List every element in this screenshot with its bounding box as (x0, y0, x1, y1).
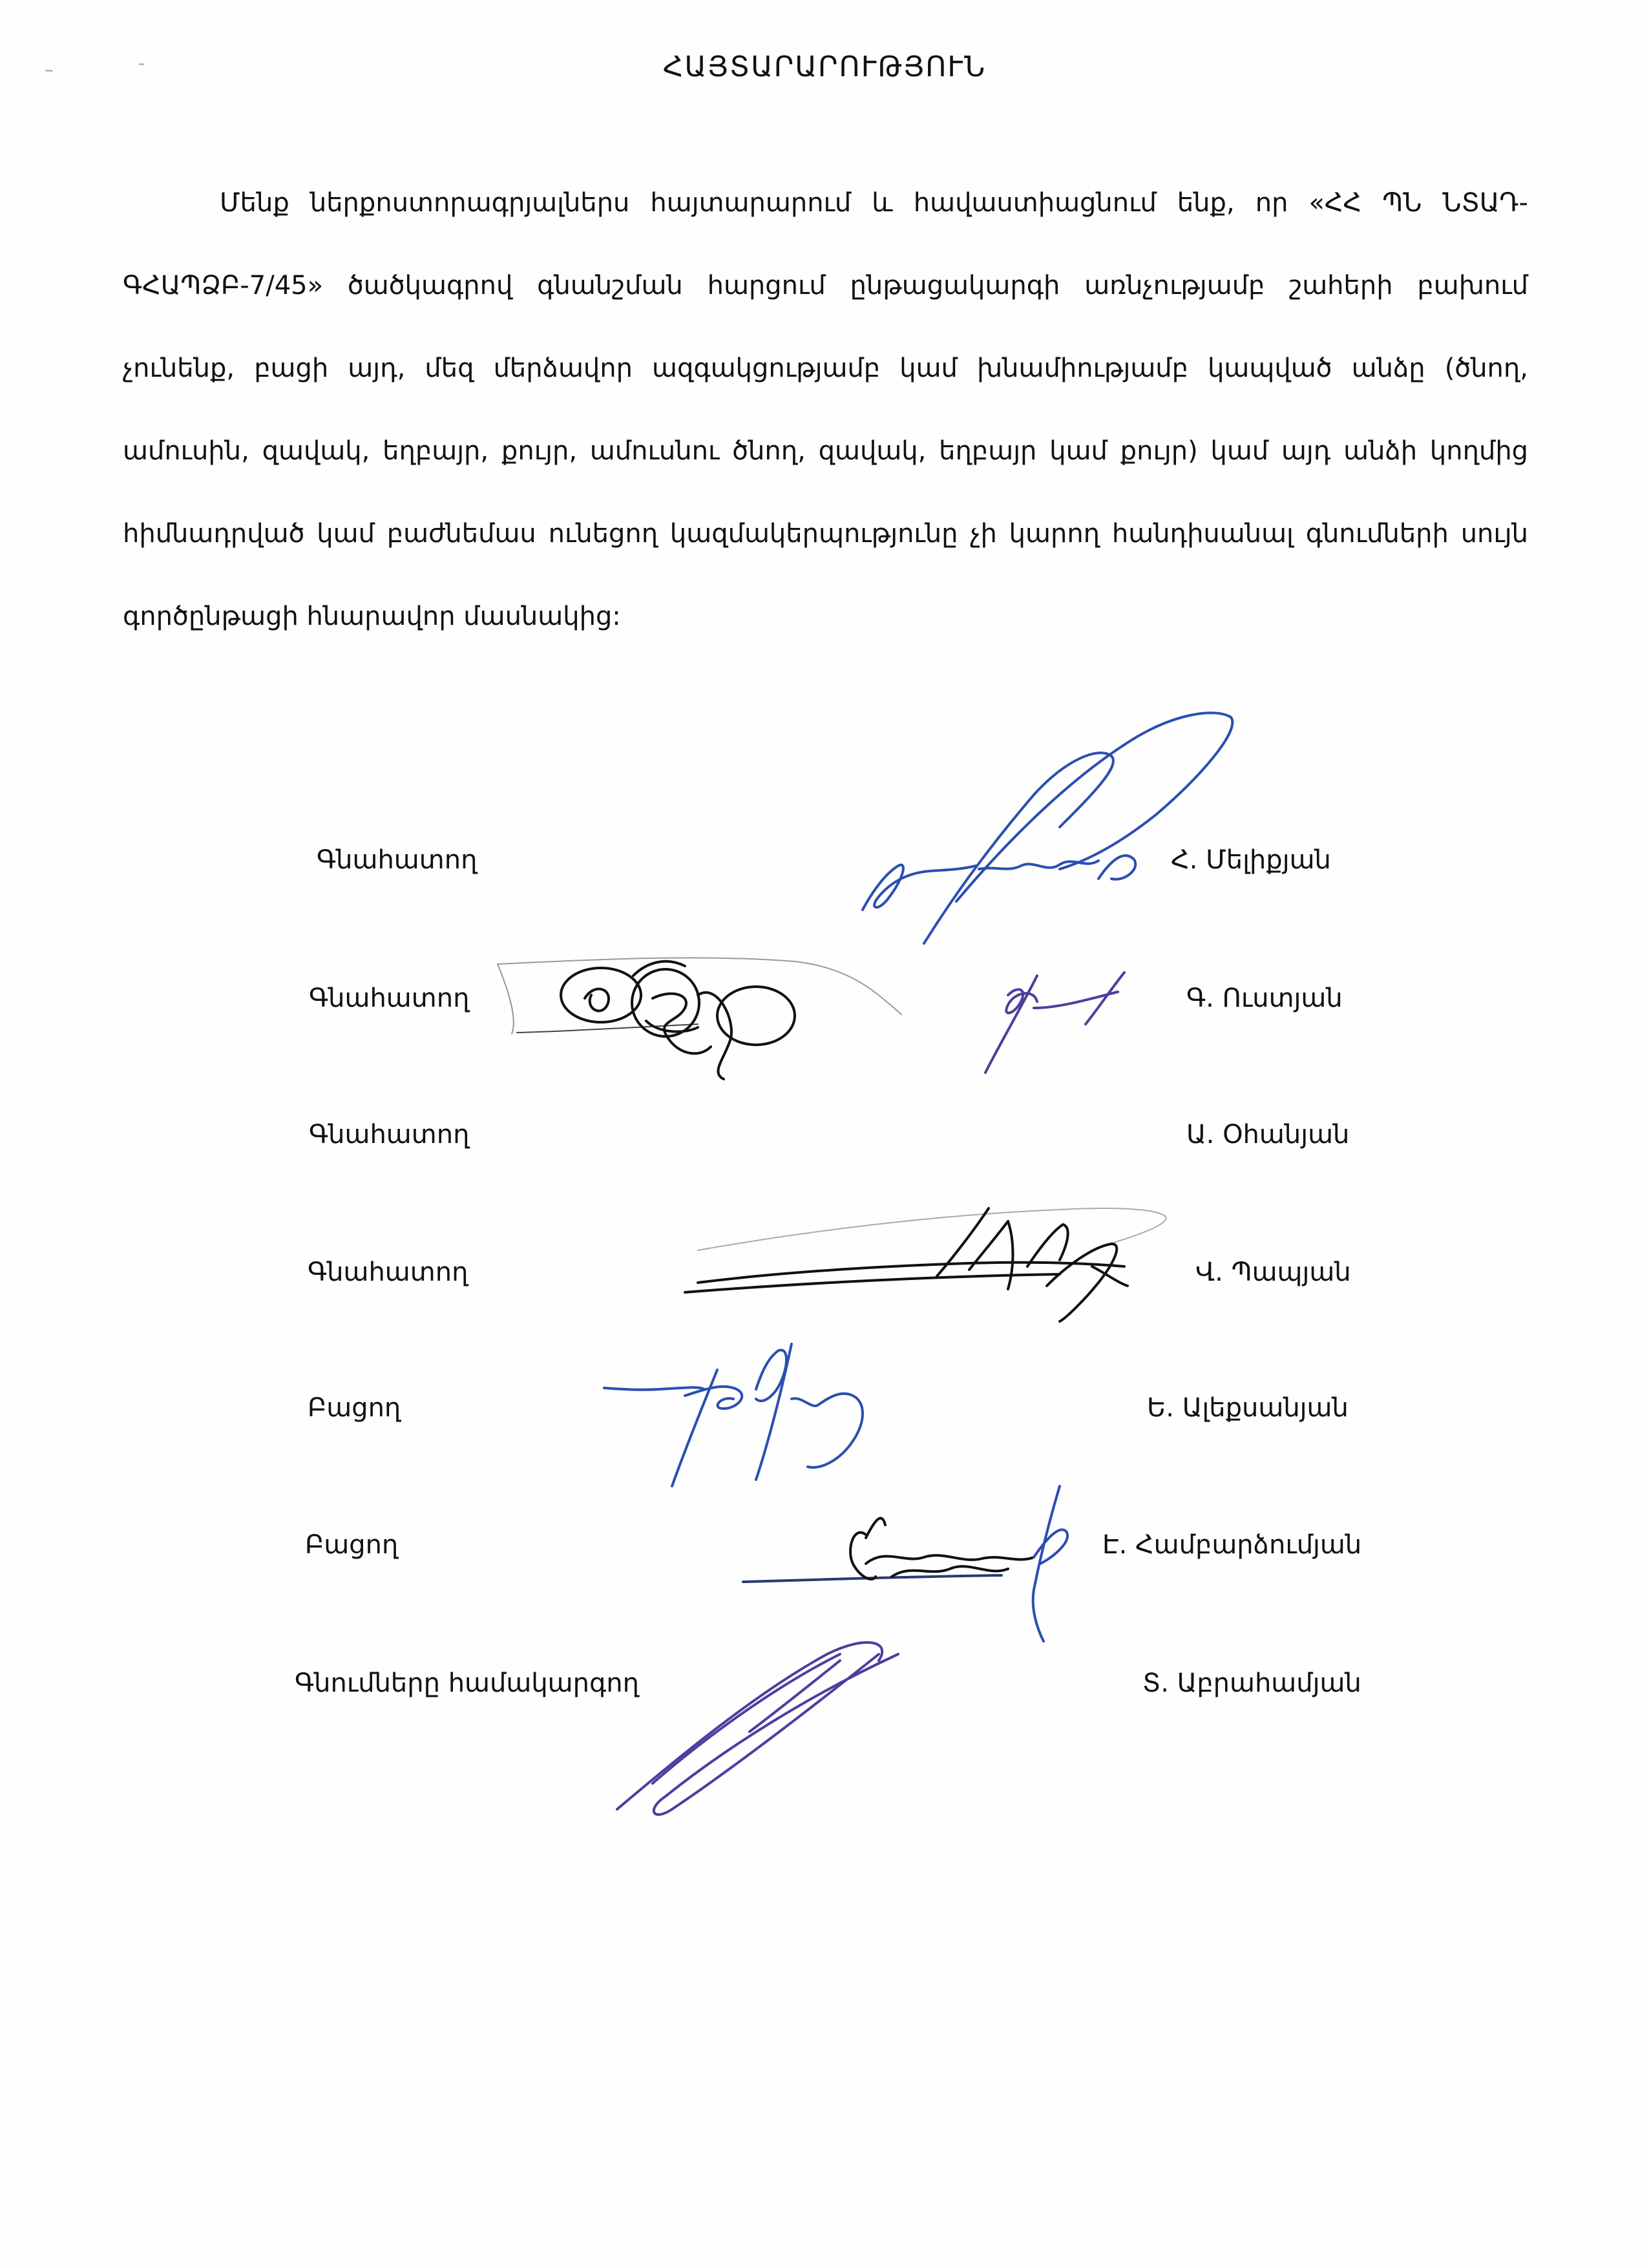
signatory-role: Գնահատող (308, 1257, 468, 1287)
paragraph-text: Մենք ներքոստորագրյալներս հայտարարում և հավաստիացնում ենք, որ «ՀՀ ՊՆ ՆՏԱԴ-ԳՀԱՊՁԲ-7/45» ծածկագրով գնանշման հարցում ընթացակարգի առնչությամբ շահերի բախում չունենք, բացի այդ, մեզ մերձավոր ազգակցությամբ կամ խնամիությամբ կապված անձը (ծնող, ամուսին, զավակ, եղբայր, քույր, ամուսնու ծնող, զավակ, եղբայր կամ քույր) կամ այդ անձի կողմից հիմնադրված կամ բաժնեմաս ունեցող կազմակերպությունը չի կարող հանդիսանալ գնումների սույն գործընթացի հնարավոր մասնակից: (123, 188, 1528, 631)
declaration-paragraph (123, 162, 1528, 658)
signatory-row (0, 1393, 1649, 1432)
signatory-name: Հ. Մելիքյան (1171, 845, 1331, 875)
signatory-name: Է. Համբարձումյան (1102, 1530, 1362, 1560)
signature-1 (863, 713, 1232, 943)
signatory-role: Բացող (308, 1393, 401, 1423)
signatory-name: Ա. Օհանյան (1186, 1120, 1350, 1150)
signatory-row (0, 1120, 1649, 1159)
signatory-name: Տ. Աբրահամյան (1142, 1668, 1361, 1698)
signatory-name: Ե. Ալեքսանյան (1147, 1393, 1349, 1423)
signatory-role: Գնահատող (309, 1120, 470, 1150)
signatory-role: Գնահատող (309, 983, 470, 1013)
signatory-name: Վ. Պապյան (1195, 1257, 1351, 1287)
signatory-row (0, 1257, 1649, 1296)
signatory-role: Գնահատող (317, 845, 478, 875)
signatory-row (0, 1668, 1649, 1707)
document-title: ՀԱՅՏԱՐԱՐՈՒԹՅՈՒՆ (662, 50, 987, 83)
signatory-row (0, 1530, 1649, 1569)
signatory-role: Բացող (305, 1530, 399, 1560)
signatory-row (0, 983, 1649, 1022)
signatory-role: Գնումները համակարգող (295, 1668, 640, 1698)
signatory-row (0, 845, 1649, 884)
signatory-name: Գ. Ուստյան (1186, 983, 1343, 1013)
